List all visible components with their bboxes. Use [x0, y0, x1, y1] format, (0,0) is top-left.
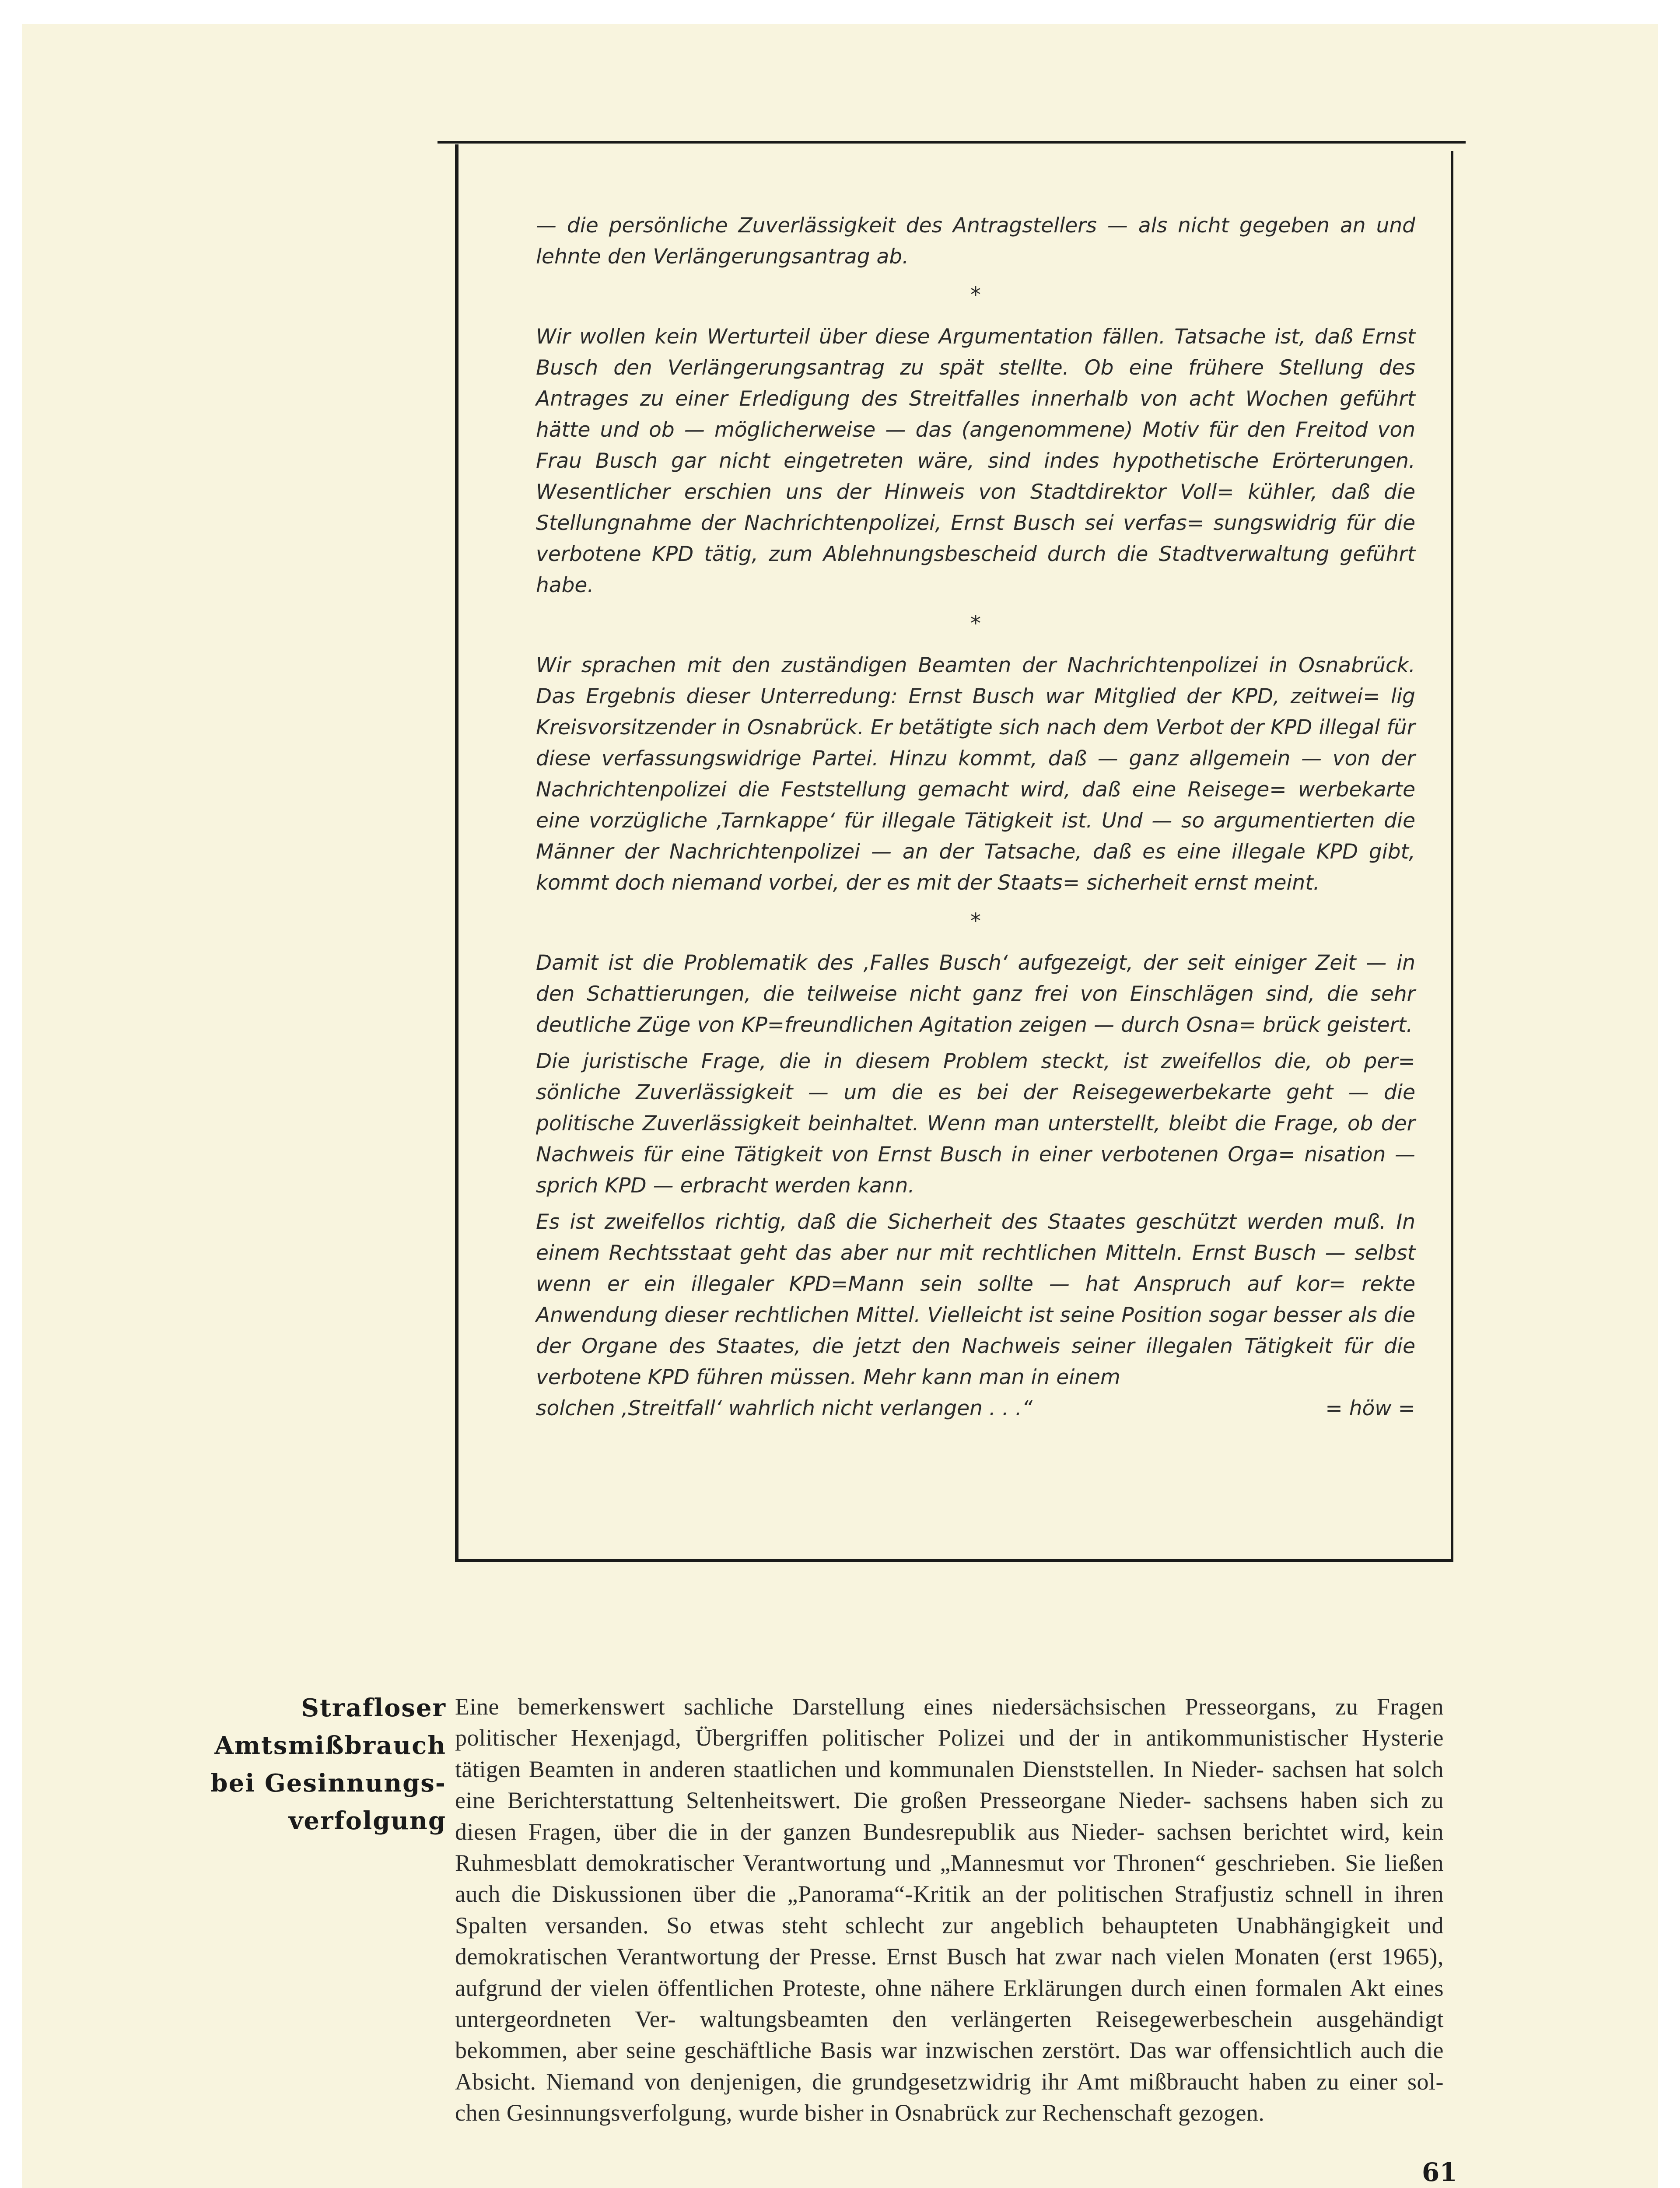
- quote-paragraph: Die juristische Frage, die in diesem Problem steckt, ist zweifellos die, ob per= sönliche Zuverlässigkeit — um die es bei der Reisegewerbekarte geht — die politische Zuverlässigkeit beinhaltet. Wenn man unterstellt, bleibt die Frage, ob der Nachweis für eine Tätigkeit von Ernst Busch in einer verbotenen Orga= nisation — sprich KPD — erbracht werden kann.: [536, 1049, 1415, 1198]
- box-top-rule: [438, 141, 1466, 144]
- box-right-rule: [1451, 151, 1453, 1562]
- separator-star: *: [970, 909, 981, 933]
- page-number: 61: [1422, 2157, 1457, 2187]
- quote-text: [536, 210, 1415, 1424]
- quote-paragraph: — die persönliche Zuverlässigkeit des Antragstellers — als nicht gegeben an und lehnte den Verlängerungsantrag ab.: [536, 214, 1415, 269]
- quote-paragraph: Wir sprachen mit den zuständigen Beamten der Nachrichtenpolizei in Osnabrück. Das Ergebnis dieser Unterredung: Ernst Busch war Mitglied der KPD, zeitwei= lig Kreisvorsitzender in Osnabrück. Er betätigte sich nach dem Verbot der KPD illegal für diese verfassungswidrige Partei. Hinzu kommt, daß — ganz allgemein — von der Nachrichtenpolizei die Feststellung gemacht wird, daß eine Reisege= werbekarte eine vorzügliche ‚Tarnkappe‘ für illegale Tätigkeit ist. Und — so argumentierten die Männer der Nachrichtenpolizei — an der Tatsache, daß es eine illegale KPD gibt, kommt doch niemand vorbei, der es mit der Staats= sicherheit ernst meint.: [536, 653, 1415, 895]
- side-heading: [184, 1689, 446, 1840]
- quote-paragraph: Damit ist die Problematik des ‚Falles Busch‘ aufgezeigt, der seit einiger Zeit — in den Schattierungen, die teilweise nicht ganz frei von Einschlägen sind, die sehr deutliche Züge von KP=freundlichen Agitation zeigen — durch Osna= brück geistert.: [536, 951, 1415, 1037]
- side-heading-line: bei Gesinnungs-: [210, 1769, 446, 1798]
- separator-star: *: [970, 283, 981, 307]
- quote-paragraph: Wir wollen kein Werturteil über diese Argumentation fällen. Tatsache ist, daß Ernst Busch den Verlängerungsantrag zu spät stellte. Ob eine frühere Stellung des Antrages zu einer Erledigung des Streitfalles innerhalb von acht Wochen geführt hätte und ob — möglicherweise — das (angenommene) Motiv für den Freitod von Frau Busch gar nicht eingetreten wäre, sind indes hypothetische Erörterungen. Wesentlicher erschien uns der Hinweis von Stadtdirektor Voll= kühler, daß die Stellungnahme der Nachrichtenpolizei, Ernst Busch sei verfas= sungswidrig für die verbotene KPD tätig, zum Ablehnungsbescheid durch die Stadtverwaltung geführt habe.: [536, 325, 1415, 597]
- quote-paragraph: Es ist zweifellos richtig, daß die Sicherheit des Staates geschützt werden muß. In einem Rechtsstaat geht das aber nur mit rechtlichen Mitteln. Ernst Busch — selbst wenn er ein illegaler KPD=Mann sein sollte — hat Anspruch auf kor= rekte Anwendung dieser rechtlichen Mittel. Vielleicht ist seine Position sogar besser als die der Organe des Staates, die jetzt den Nachweis seiner illegalen Tätigkeit für die verbotene KPD führen müssen. Mehr kann man in einem: [536, 1210, 1415, 1389]
- body-paragraph: Eine bemerkenswert sachliche Darstellung eines niedersächsischen Presseorgans, zu Fragen politischer Hexenjagd, Übergriffen politischer Polizei und der in antikommunistischer Hysterie tätigen Beamten in anderen staatlichen und kommunalen Dienststellen. In Nieder- sachsen hat solch eine Berichterstattung Seltenheitswert. Die großen Presseorgane Nieder- sachsens haben sich zu diesen Fragen, über die in der ganzen Bundesrepublik aus Nieder- sachsen berichtet wird, kein Ruhmesblatt demokratischer Verantwortung und „Mannesmut vor Thronen“ geschrieben. Sie ließen auch die Diskussionen über die „Panorama“-Kritik an der politischen Strafjustiz schnell in ihren Spalten versanden. So etwas steht schlecht zur angeblich behaupteten Unabhängigkeit und demokratischen Verantwortung der Presse. Ernst Busch hat zwar nach vielen Monaten (erst 1965), aufgrund der vielen öffentlichen Proteste, ohne nähere Erklärungen durch einen formalen Akt eines untergeordneten Ver- waltungsbeamten den verlängerten Reisegewerbeschein ausgehändigt bekommen, aber seine geschäftliche Basis war inzwischen zerstört. Das war offensichtlich auch die Absicht. Niemand von denjenigen, die grundgesetzwidrig ihr Amt mißbraucht haben zu einer sol- chen Gesinnungsverfolgung, wurde bisher in Osnabrück zur Rechenschaft gezogen.: [455, 1694, 1444, 2126]
- quote-last-line: solchen ‚Streitfall‘ wahrlich nicht verlangen . . .“: [536, 1396, 1032, 1420]
- separator-star: *: [970, 611, 981, 636]
- quote-closing-line: [536, 1393, 1415, 1424]
- side-heading-line: verfolgung: [288, 1806, 446, 1835]
- author-signature: = höw =: [1325, 1396, 1415, 1420]
- side-heading-line: Strafloser: [301, 1694, 446, 1722]
- side-heading-line: Amtsmißbrauch: [214, 1731, 446, 1760]
